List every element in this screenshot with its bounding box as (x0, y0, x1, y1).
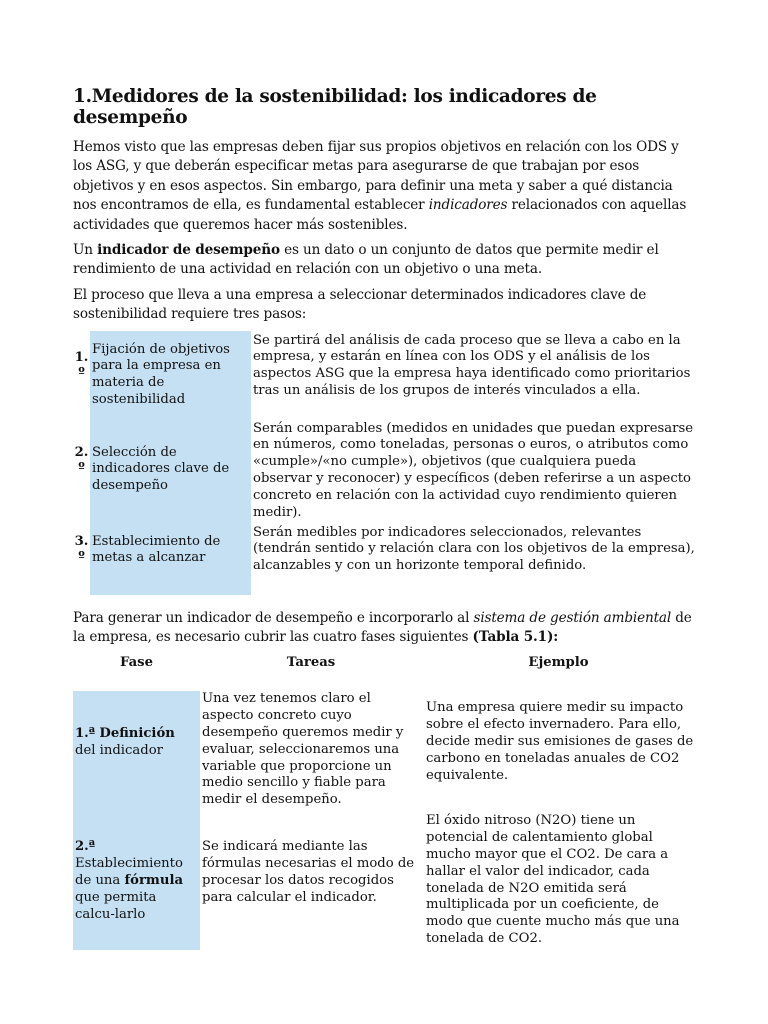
text-run: de la empresa, es necesario cubrir las cuatro fases siguientes (73, 609, 692, 646)
step-description: Serán comparables (medidos en unidades que puedan expresarse en números, como toneladas, personas o euros, o atributos como «cumple»/«no cumple»), objetivos (que cualquiera pueda observar y reconocer) y específicos (deben referirse a un aspecto concreto en relación con la actividad cuyo rendimiento quieren medir). (253, 420, 694, 520)
document-page (73, 86, 695, 950)
column-header-ejemplo: Ejemplo (528, 655, 589, 671)
steps-table (73, 331, 695, 595)
fase-keyword: fórmula (124, 873, 183, 889)
step-title: Selección de indicadores clave de desempeño (92, 444, 230, 494)
italic-term: indicadores (428, 197, 508, 214)
fase-number: 1.ª (75, 726, 96, 742)
tareas-cell: Una vez tenemos claro el aspecto concreto cuyo desempeño queremos medir y evaluar, seleccionaremos una variable que proporcione un medio sencillo y fiable para medir el desempeño. (202, 691, 404, 808)
step-description: Serán medibles por indicadores seleccionados, relevantes (tendrán sentido y relación clara con los objetivos de la empresa), alcanzables y con un horizonte temporal definido. (253, 524, 695, 574)
step-number: 3. º (74, 533, 89, 565)
column-header-tareas: Tareas (286, 655, 336, 671)
intro-paragraph (73, 138, 695, 235)
fase-cell (75, 726, 199, 760)
fase-number: 2.ª (75, 839, 96, 855)
definition-paragraph (73, 241, 695, 280)
step-number: 1. º (74, 349, 89, 381)
fase-keyword: Definición (99, 726, 175, 742)
fase-text: Establecimiento de una (75, 856, 183, 889)
text-run: Hemos visto que las empresas deben fijar sus propios objetivos en relación con los ODS y los ASG, y que deberán especificar metas para asegurarse de que trabajan por esos objetivos y en esos aspectos. Sin embargo, para definir una meta y saber a qué distancia nos encontramos de ella, es fundamental establecer (73, 139, 679, 214)
bold-term: indicador de desempeño (97, 242, 280, 259)
italic-term: sistema de gestión ambiental (473, 609, 672, 626)
text-run: Un (73, 242, 98, 259)
text-run: es un dato o un conjunto de datos que permite medir el rendimiento de una actividad en relación con un objetivo o una meta. (73, 242, 659, 278)
column-header-fase: Fase (119, 655, 153, 671)
step-description: Se partirá del análisis de cada proceso que se lleva a cabo en la empresa, y estarán en línea con los ODS y el análisis de los aspectos ASG que la empresa haya identificado como prioritarios tras un análisis de los grupos de interés vinculados a ella. (253, 332, 691, 399)
text-run: Para generar un indicador de desempeño e incorporarlo al (73, 609, 474, 626)
phases-table (73, 655, 695, 950)
step-number: 2. º (74, 444, 89, 476)
section-heading: 1.Medidores de la sostenibilidad: los indicadores de desempeño (73, 86, 597, 128)
table-reference: (Tabla 5.1): (472, 629, 559, 646)
phases-intro-paragraph (73, 609, 695, 648)
text-run: relacionados con aquellas actividades que queremos hacer más sostenibles. (73, 197, 687, 233)
step-title: Fijación de objetivos para la empresa en materia de sostenibilidad (92, 341, 230, 408)
tareas-cell: Se indicará mediante las fórmulas necesarias el modo de procesar los datos recogidos para calcular el indicador. (202, 839, 415, 905)
ejemplo-cell: Una empresa quiere medir su impacto sobre el efecto invernadero. Para ello, decide medir sus emisiones de gases de carbono en toneladas anuales de CO2 equivalente. (426, 700, 694, 783)
fase-cell (75, 839, 199, 923)
ejemplo-cell: El óxido nitroso (N2O) tiene un potencial de calentamiento global mucho mayor que el CO2. De cara a hallar el valor del indicador, cada tonelada de N2O emitida será multiplicada por un coeficiente, de modo que cuente mucho más que una tonelada de CO2. (426, 813, 680, 947)
fase-text: del indicador (75, 743, 163, 759)
step-title: Establecimiento de metas a alcanzar (92, 533, 221, 566)
steps-intro-paragraph: El proceso que lleva a una empresa a seleccionar determinados indicadores clave de sostenibilidad requiere tres pasos: (73, 286, 647, 323)
fase-text: que permita calcu-larlo (75, 889, 157, 922)
